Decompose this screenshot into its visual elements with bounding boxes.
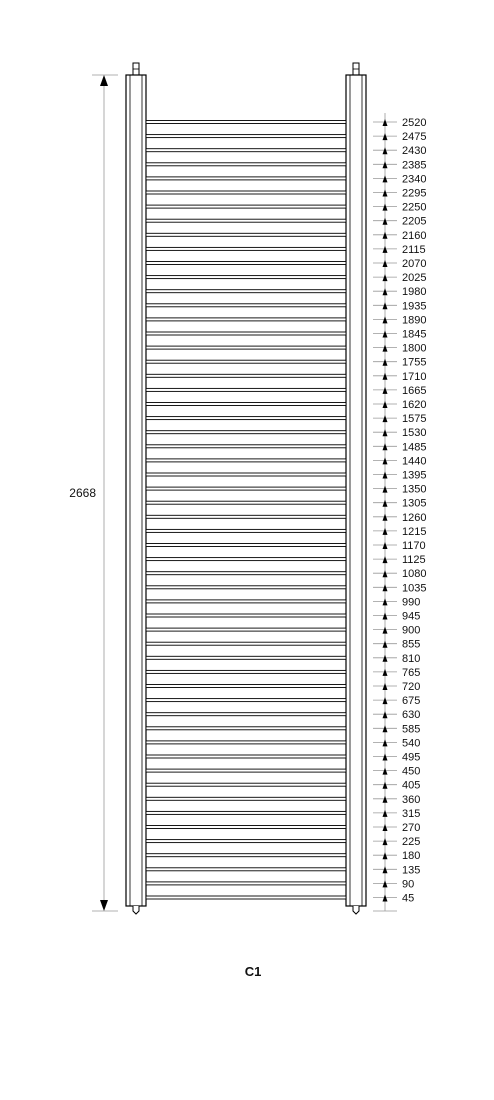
position-arrow-2295 (383, 190, 388, 197)
position-arrow-630 (383, 711, 388, 718)
bar-2025 (146, 276, 346, 279)
position-arrow-360 (383, 796, 388, 803)
bar-180 (146, 854, 346, 857)
bar-720 (146, 685, 346, 688)
position-label-900: 900 (402, 624, 421, 637)
position-label-2115: 2115 (402, 243, 426, 256)
position-label-1215: 1215 (402, 525, 427, 538)
position-arrow-2070 (383, 260, 388, 267)
position-arrow-1980 (383, 288, 388, 295)
position-label-1980: 1980 (402, 286, 427, 299)
position-label-1620: 1620 (402, 399, 427, 411)
bar-1890 (146, 318, 346, 321)
bar-765 (146, 670, 346, 673)
bar-1350 (146, 487, 346, 490)
position-label-450: 450 (402, 765, 421, 778)
position-arrow-90 (383, 880, 388, 887)
bar-540 (146, 741, 346, 744)
position-arrow-900 (383, 627, 388, 634)
position-arrow-2250 (383, 204, 388, 211)
position-arrow-2430 (383, 147, 388, 154)
bar-315 (146, 811, 346, 814)
bar-1440 (146, 459, 346, 462)
position-arrow-2475 (383, 133, 388, 140)
bar-1260 (146, 515, 346, 518)
bar-45 (146, 896, 346, 899)
bar-1980 (146, 290, 346, 293)
bar-900 (146, 628, 346, 631)
bar-1755 (146, 360, 346, 363)
position-arrow-855 (383, 641, 388, 648)
position-arrow-2340 (383, 175, 388, 182)
position-arrow-810 (383, 655, 388, 662)
position-label-1800: 1800 (402, 342, 427, 355)
position-arrow-720 (383, 683, 388, 690)
bar-position-ticks (373, 117, 426, 905)
position-arrow-1845 (383, 331, 388, 338)
position-arrow-765 (383, 669, 388, 676)
position-label-675: 675 (402, 695, 421, 708)
position-label-585: 585 (402, 723, 421, 736)
position-label-1530: 1530 (402, 427, 427, 440)
position-label-1080: 1080 (402, 568, 427, 581)
position-label-765: 765 (402, 666, 421, 679)
position-label-2160: 2160 (402, 229, 427, 242)
position-arrow-405 (383, 782, 388, 789)
position-label-2385: 2385 (402, 159, 427, 172)
position-arrow-1260 (383, 514, 388, 521)
position-arrow-2115 (383, 246, 388, 253)
position-arrow-495 (383, 754, 388, 761)
bar-1935 (146, 304, 346, 307)
position-label-945: 945 (402, 610, 421, 623)
bar-405 (146, 783, 346, 786)
bar-2430 (146, 149, 346, 152)
position-label-720: 720 (402, 681, 421, 693)
dimension-arrow-top (100, 75, 108, 86)
bar-585 (146, 727, 346, 730)
position-arrow-2160 (383, 232, 388, 239)
bar-1800 (146, 346, 346, 349)
position-label-855: 855 (402, 638, 421, 651)
position-arrow-450 (383, 768, 388, 775)
position-arrow-2205 (383, 218, 388, 225)
position-arrow-1890 (383, 316, 388, 323)
position-label-135: 135 (402, 864, 421, 877)
position-label-270: 270 (402, 822, 421, 834)
position-label-540: 540 (402, 737, 421, 750)
position-label-1170: 1170 (402, 540, 426, 552)
position-arrow-315 (383, 810, 388, 817)
bar-360 (146, 797, 346, 800)
position-label-1395: 1395 (402, 469, 427, 482)
position-arrow-1170 (383, 542, 388, 549)
bar-2340 (146, 177, 346, 180)
bar-2295 (146, 191, 346, 194)
bar-1035 (146, 586, 346, 589)
position-label-1125: 1125 (402, 554, 426, 567)
bar-675 (146, 699, 346, 702)
bar-495 (146, 755, 346, 758)
position-label-45: 45 (402, 892, 415, 905)
bar-2250 (146, 205, 346, 208)
position-label-1350: 1350 (402, 483, 427, 496)
position-arrow-135 (383, 866, 388, 873)
bar-1845 (146, 332, 346, 335)
position-label-2475: 2475 (402, 131, 427, 144)
bar-810 (146, 656, 346, 659)
position-arrow-1305 (383, 500, 388, 507)
position-label-2025: 2025 (402, 272, 427, 285)
position-label-1440: 1440 (402, 455, 427, 468)
position-arrow-1350 (383, 486, 388, 493)
position-arrow-585 (383, 725, 388, 732)
position-arrow-990 (383, 598, 388, 605)
bar-855 (146, 642, 346, 645)
position-label-360: 360 (402, 793, 421, 806)
position-arrow-945 (383, 613, 388, 620)
bar-90 (146, 882, 346, 885)
bar-1080 (146, 572, 346, 575)
position-arrow-225 (383, 838, 388, 845)
position-arrow-1935 (383, 302, 388, 309)
bar-2160 (146, 233, 346, 236)
position-label-2295: 2295 (402, 187, 427, 200)
position-label-1890: 1890 (402, 314, 427, 327)
position-label-2430: 2430 (402, 145, 427, 158)
overall-height-label: 2668 (69, 486, 96, 500)
bar-2205 (146, 219, 346, 222)
bar-1395 (146, 473, 346, 476)
bar-1305 (146, 501, 346, 504)
position-label-1755: 1755 (402, 356, 427, 369)
dimension-arrow-bottom (100, 900, 108, 911)
bar-450 (146, 769, 346, 772)
position-arrow-1485 (383, 443, 388, 450)
position-label-990: 990 (402, 596, 421, 609)
position-arrow-1575 (383, 415, 388, 422)
position-label-180: 180 (402, 850, 421, 863)
horizontal-bars (146, 121, 346, 900)
position-label-495: 495 (402, 751, 421, 764)
position-arrow-2520 (383, 119, 388, 126)
bar-990 (146, 600, 346, 603)
position-label-405: 405 (402, 779, 421, 792)
bar-1665 (146, 388, 346, 391)
left-collector-tube (126, 63, 146, 914)
bar-1485 (146, 445, 346, 448)
bar-2475 (146, 135, 346, 138)
right-collector-tube (346, 63, 366, 914)
overall-height-dimension (69, 75, 118, 911)
model-label: C1 (244, 964, 262, 979)
position-arrow-675 (383, 697, 388, 704)
position-arrow-1125 (383, 556, 388, 563)
position-arrow-1035 (383, 584, 388, 591)
bar-1710 (146, 374, 346, 377)
position-label-225: 225 (402, 836, 421, 849)
position-arrow-1620 (383, 401, 388, 408)
bar-1125 (146, 558, 346, 561)
position-label-630: 630 (402, 709, 421, 722)
bar-945 (146, 614, 346, 617)
position-arrow-1800 (383, 345, 388, 352)
position-label-2205: 2205 (402, 215, 427, 228)
position-label-2340: 2340 (402, 173, 427, 186)
bar-135 (146, 868, 346, 871)
position-label-1575: 1575 (402, 413, 427, 426)
bar-2070 (146, 262, 346, 265)
position-label-1665: 1665 (402, 384, 427, 397)
position-label-1035: 1035 (402, 582, 427, 595)
position-label-1935: 1935 (402, 300, 427, 313)
bar-270 (146, 826, 346, 829)
bar-1215 (146, 529, 346, 532)
position-arrow-45 (383, 895, 388, 902)
position-label-315: 315 (402, 807, 421, 820)
bar-225 (146, 840, 346, 843)
position-arrow-1710 (383, 373, 388, 380)
position-label-810: 810 (402, 652, 421, 665)
position-arrow-1395 (383, 472, 388, 479)
bar-1575 (146, 417, 346, 420)
position-arrow-2025 (383, 274, 388, 281)
position-arrow-2385 (383, 161, 388, 168)
position-arrow-1080 (383, 570, 388, 577)
position-arrow-1440 (383, 457, 388, 464)
bar-1530 (146, 431, 346, 434)
bar-2385 (146, 163, 346, 166)
position-arrow-1665 (383, 387, 388, 394)
position-label-90: 90 (402, 878, 415, 891)
position-label-1485: 1485 (402, 441, 427, 454)
bar-630 (146, 713, 346, 716)
position-label-1305: 1305 (402, 497, 427, 510)
position-arrow-180 (383, 852, 388, 859)
position-label-1260: 1260 (402, 511, 427, 524)
position-arrow-270 (383, 824, 388, 831)
position-label-1710: 1710 (402, 370, 427, 383)
position-label-1845: 1845 (402, 328, 427, 341)
bar-1170 (146, 544, 346, 547)
position-label-2070: 2070 (402, 258, 427, 270)
bar-1620 (146, 403, 346, 406)
bar-2115 (146, 247, 346, 250)
position-arrow-1530 (383, 429, 388, 436)
bar-2520 (146, 121, 346, 124)
position-arrow-1215 (383, 528, 388, 535)
position-label-2520: 2520 (402, 117, 427, 129)
position-arrow-540 (383, 739, 388, 746)
position-arrow-1755 (383, 359, 388, 366)
position-label-2250: 2250 (402, 201, 427, 214)
